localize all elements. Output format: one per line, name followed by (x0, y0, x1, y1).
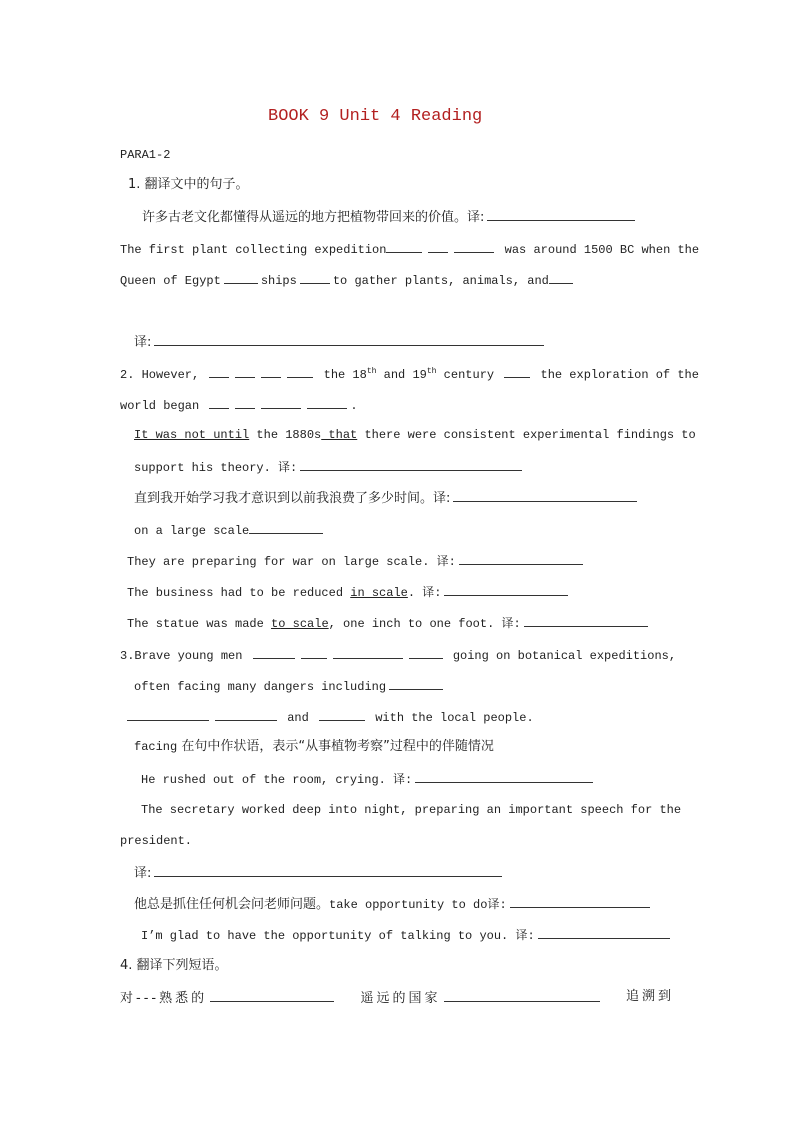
q1-translation (134, 333, 690, 351)
answer-blank[interactable] (261, 365, 281, 378)
answer-blank[interactable] (510, 895, 650, 908)
q2-example2 (134, 489, 674, 507)
scale-sentence-3 (127, 614, 683, 632)
q2-example1 (134, 427, 696, 443)
q2-text: The statue was made (127, 617, 272, 631)
answer-blank[interactable] (538, 926, 670, 939)
q1-en-text: was around 1500 BC when the (504, 243, 700, 257)
underlined-phrase: in scale (350, 586, 408, 600)
q2-line2 (120, 396, 676, 414)
scale-sentence-2 (127, 583, 683, 601)
answer-blank[interactable] (487, 208, 635, 221)
answer-blank[interactable] (333, 646, 403, 659)
q3-grammar-note (134, 739, 690, 755)
answer-blank[interactable] (210, 989, 334, 1002)
q1-en-text: The first plant collecting expedition (120, 243, 387, 257)
underlined-phrase: It was not until (134, 428, 250, 442)
answer-blank[interactable] (127, 708, 209, 721)
translation-label: 译: (134, 866, 152, 881)
answer-blank[interactable] (261, 396, 301, 409)
q3-line1 (120, 646, 676, 664)
q2-text: They are preparing for war on large scale. 译: (127, 555, 456, 569)
answer-blank[interactable] (235, 365, 255, 378)
q1-cn-text: 许多古老文化都懂得从遥远的地方把植物带回来的价值。译: (142, 210, 485, 225)
q3-text: going on botanical expeditions, (452, 649, 677, 663)
answer-blank[interactable] (444, 583, 568, 596)
q2-text: . (350, 399, 358, 413)
q2-text: support his theory. 译: (134, 461, 298, 475)
answer-blank[interactable] (224, 271, 258, 284)
q3-text: facing (134, 740, 178, 754)
q1-en-text: ships (260, 274, 297, 288)
underlined-phrase: to scale (271, 617, 329, 631)
q3-translation (134, 864, 690, 882)
q2-cn-text: 直到我开始学习我才意识到以前我浪费了多少时间。译: (134, 491, 451, 506)
q3-example3 (134, 895, 674, 913)
q3-text: take opportunity to do译: (329, 898, 507, 912)
q2-text: The business had to be reduced (127, 586, 351, 600)
superscript: th (366, 367, 377, 376)
document-title: BOOK 9 Unit 4 Reading (268, 107, 483, 126)
q2-example1-line2 (134, 458, 690, 476)
q3-example2: The secretary worked deep into night, preparing an important speech for the (141, 803, 682, 817)
q3-line3 (127, 708, 683, 726)
scale-sentence-1 (127, 552, 683, 570)
superscript: th (426, 367, 437, 376)
answer-blank[interactable] (454, 240, 494, 253)
q1-en-text: to gather plants, animals, and (332, 274, 549, 288)
q2-text: 2. However, (120, 368, 200, 382)
answer-blank[interactable] (444, 989, 600, 1002)
q2-text: . 译: (407, 586, 442, 600)
q2-text: world began (120, 399, 200, 413)
q1-cn-sentence (142, 208, 674, 226)
q2-text: the exploration of the (540, 368, 699, 382)
phrase-text: 对---熟悉的 (120, 991, 208, 1006)
q3-example2-line2: president. (120, 834, 193, 848)
underlined-phrase: that (321, 428, 358, 442)
translation-label: 译: (134, 335, 152, 350)
phrase-text: 遥远的国家 (360, 991, 441, 1006)
phrase-text: on a large scale (134, 524, 250, 538)
answer-blank[interactable] (209, 365, 229, 378)
answer-blank[interactable] (524, 614, 648, 627)
q1-heading: 1. 翻译文中的句子。 (128, 177, 249, 192)
q3-text: He rushed out of the room, crying. 译: (141, 773, 413, 787)
answer-blank[interactable] (504, 365, 530, 378)
answer-blank[interactable] (409, 646, 443, 659)
scale-phrase-line (134, 521, 690, 539)
q3-cn-text: 他总是抓住任何机会问老师问题。 (134, 897, 330, 912)
q3-cn-text: 在句中作状语，表示“从事植物考察”过程中的伴随情况 (177, 739, 494, 754)
q3-line2 (134, 677, 690, 695)
answer-blank[interactable] (415, 770, 593, 783)
answer-blank[interactable] (459, 552, 583, 565)
answer-blank[interactable] (287, 365, 313, 378)
answer-blank[interactable] (453, 489, 637, 502)
answer-blank[interactable] (301, 646, 327, 659)
answer-blank[interactable] (215, 708, 277, 721)
q3-text: and (287, 711, 309, 725)
answer-blank[interactable] (300, 458, 522, 471)
answer-blank[interactable] (389, 677, 443, 690)
section-label: PARA1-2 (120, 148, 171, 162)
q4-phrases (120, 989, 674, 1007)
q4-heading: 4. 翻译下列短语。 (120, 958, 228, 973)
q1-en-line2 (120, 271, 676, 289)
answer-blank[interactable] (549, 271, 573, 284)
q3-example4 (141, 926, 674, 944)
q4-phrase-3: 追溯到 (625, 989, 674, 1004)
q1-en-text: Queen of Egypt (120, 274, 221, 288)
answer-blank[interactable] (209, 396, 229, 409)
q3-text: I’m glad to have the opportunity of talking to you. 译: (141, 929, 535, 943)
q2-text: and 19 (376, 368, 427, 382)
answer-blank[interactable] (319, 708, 365, 721)
answer-blank[interactable] (300, 271, 330, 284)
q2-text: there were consistent experimental findings to (357, 428, 696, 442)
q2-text: century (436, 368, 495, 382)
answer-blank[interactable] (428, 240, 448, 253)
answer-blank[interactable] (307, 396, 347, 409)
answer-blank[interactable] (253, 646, 295, 659)
q4-phrase-2 (361, 989, 603, 1007)
q2-text: the 18 (323, 368, 367, 382)
answer-blank[interactable] (235, 396, 255, 409)
q3-text: with the local people. (375, 711, 534, 725)
answer-blank[interactable] (249, 521, 323, 534)
q3-example1 (141, 770, 697, 788)
answer-blank[interactable] (386, 240, 422, 253)
q3-text: 3.Brave young men (120, 649, 243, 663)
answer-blank[interactable] (154, 864, 502, 877)
q4-phrase-1 (120, 989, 337, 1007)
q2-line1 (120, 365, 699, 383)
q2-text: the 1880s (249, 428, 322, 442)
answer-blank[interactable] (154, 333, 544, 346)
q1-en-line1 (120, 240, 700, 258)
q2-text: , one inch to one foot. 译: (328, 617, 521, 631)
q3-text: often facing many dangers including (134, 680, 387, 694)
